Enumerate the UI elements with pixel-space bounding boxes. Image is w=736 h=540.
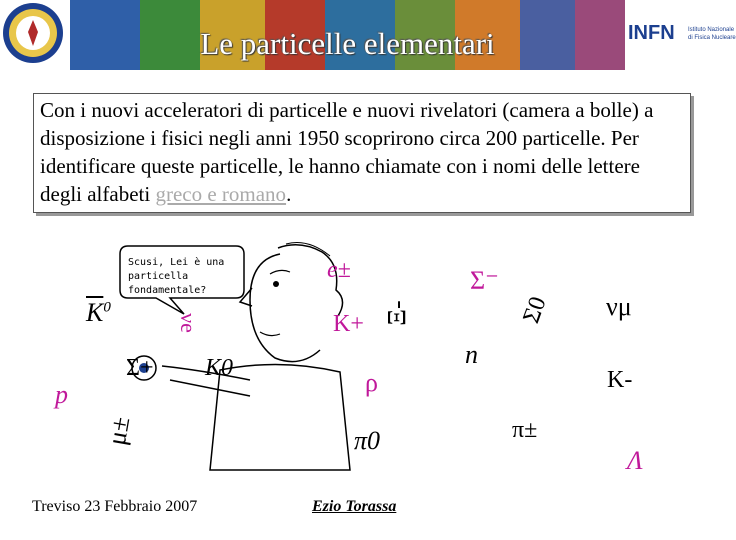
k-minus-label: K- [607,367,633,393]
rho-label: ρ [365,368,378,397]
n-label: n [465,340,478,369]
footer-author: Ezio Torassa [312,498,397,515]
nu-mu-label: νμ [606,292,632,321]
pi-plusminus-label: π± [512,417,538,443]
k0-bar-letter: $\overline{K}$ [86,298,104,327]
speech-bubble-line-3: fondamentale? [128,285,207,296]
university-seal-logo [2,2,64,64]
sigma-minus-label: Σ⁻ [470,266,499,295]
intro-text-end: . [286,182,292,206]
page-title: Le particelle elementari [200,26,495,61]
k0-bar-label [86,300,111,326]
k0-bar-superscript: 0 [103,299,111,316]
pi-zero-label: π0 [354,426,381,455]
alphabet-link[interactable]: greco e romano [155,182,287,206]
infn-logo-sub1: Istituto Nazionale [688,27,735,33]
e-plusminus-label: e± [327,257,351,283]
infn-logo-sub2: di Fisica Nucleare [688,35,736,41]
intro-text-box [33,93,691,213]
nu-e-label: νe [175,313,201,333]
k-plus-label: K+ [333,311,364,337]
infn-logo-text: INFN [628,22,675,44]
infn-logo [628,22,736,66]
speech-bubble-line-1: Scusi, Lei è una [128,257,225,268]
p-label: p [55,380,68,409]
xi-minus-label: Ξ- [382,300,412,326]
footer-date: Treviso 23 Febbraio 2007 [32,498,198,515]
intro-text: Con i nuovi acceleratori di particelle e nuovi rivelatori (camera a bolle) a disposizione i fisici negli anni 1950 scoprirono circa 200 particelle. Per identificare queste particelle, le hanno chiamate con i nomi delle lettere degli alfabeti [40,98,654,206]
sigma-plus-label: Σ+ [126,355,154,381]
lambda-label: Λ [627,446,643,475]
header-banner [70,0,625,70]
mu-plusminus-label: μ± [101,414,136,448]
speech-bubble-line-2: particella [128,271,189,282]
k-zero-label: K0 [205,355,234,381]
sigma-zero-label: Σ0 [518,293,552,327]
